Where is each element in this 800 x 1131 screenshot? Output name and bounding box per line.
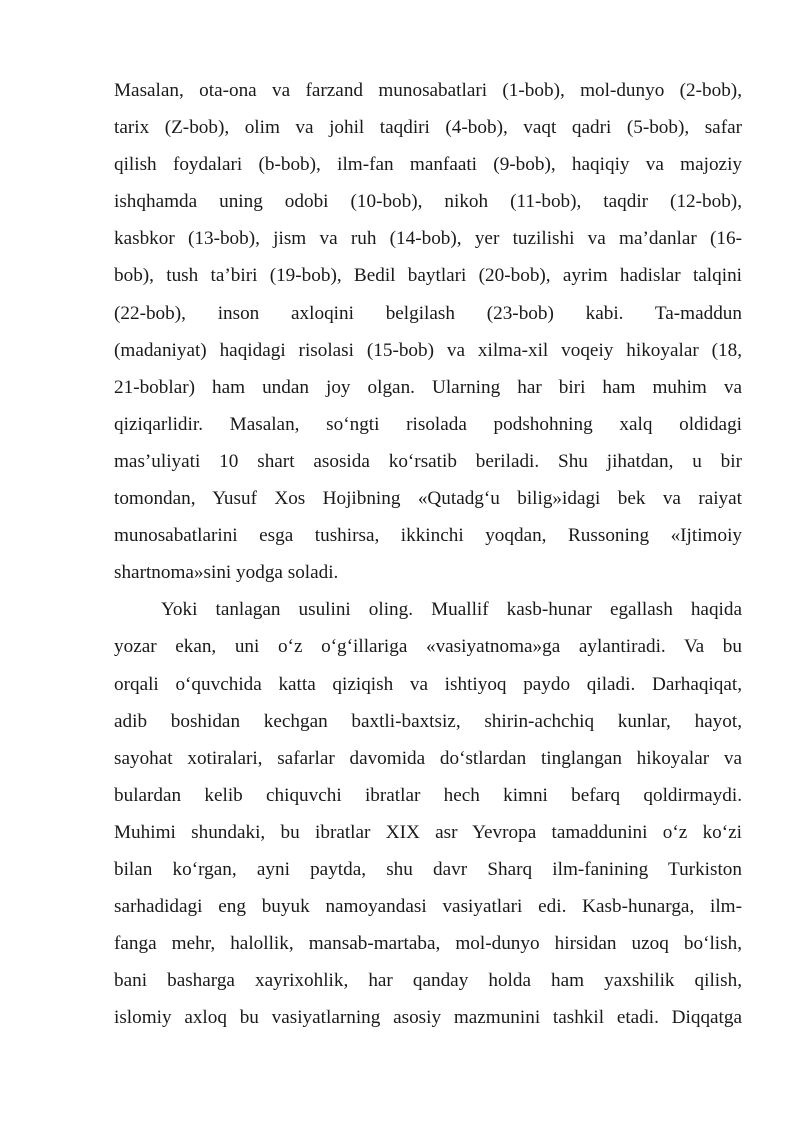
text-line: sarhadidagi eng buyuk namoyandasi vasiyatlari edi. Kasb-hunarga, ilm- (114, 896, 742, 918)
text-line: islomiy axloq bu vasiyatlarning asosiy mazmunini tashkil etadi. Diqqatga (114, 1007, 742, 1029)
text-line: qilish foydalari (b-bob), ilm-fan manfaati (9-bob), haqiqiy va majoziy (114, 154, 742, 176)
text-line: Yoki tanlagan usulini oling. Muallif kasb-hunar egallash haqida (161, 599, 742, 621)
text-line: tomondan, Yusuf Xos Hojibning «Qutadg‘u bilig»idagi bek va raiyat (114, 488, 742, 510)
text-line: mas’uliyati 10 shart asosida ko‘rsatib beriladi. Shu jihatdan, u bir (114, 450, 742, 472)
text-line: Muhimi shundaki, bu ibratlar XIX asr Yevropa tamaddunini o‘z ko‘zi (114, 821, 742, 843)
text-line: bob), tush ta’biri (19-bob), Bedil baytlari (20-bob), ayrim hadislar talqini (114, 265, 742, 287)
text-line: sayohat xotiralari, safarlar davomida do‘stlardan tinglangan hikoyalar va (114, 747, 742, 769)
text-line: (madaniyat) haqidagi risolasi (15-bob) va xilma-xil voqeiy hikoyalar (18, (114, 339, 742, 361)
text-line: 21-boblar) ham undan joy olgan. Ularning har biri ham muhim va (114, 376, 742, 398)
paragraph-2 (114, 594, 742, 1039)
text-line: shartnoma»sini yodga soladi. (114, 562, 339, 584)
text-line: qiziqarlidir. Masalan, so‘ngti risolada podshohning xalq oldidagi (114, 413, 742, 435)
text-line: ishqhamda uning odobi (10-bob), nikoh (11-bob), taqdir (12-bob), (114, 191, 742, 213)
text-line: orqali o‘quvchida katta qiziqish va ishtiyoq paydo qiladi. Darhaqiqat, (114, 673, 742, 695)
text-line: bilan ko‘rgan, ayni paytda, shu davr Sharq ilm-fanining Turkiston (114, 858, 742, 880)
text-line: tarix (Z-bob), olim va johil taqdiri (4-bob), vaqt qadri (5-bob), safar (114, 117, 742, 139)
paragraph-1 (114, 75, 742, 594)
text-line: kasbkor (13-bob), jism va ruh (14-bob), yer tuzilishi va ma’danlar (16- (114, 228, 742, 250)
text-line: bulardan kelib chiquvchi ibratlar hech kimni befarq qoldirmaydi. (114, 784, 742, 806)
document-page (114, 75, 742, 1039)
text-line: munosabatlarini esga tushirsa, ikkinchi yoqdan, Russoning «Ijtimoiy (114, 525, 742, 547)
text-line: adib boshidan kechgan baxtli-baxtsiz, shirin-achchiq kunlar, hayot, (114, 710, 742, 732)
text-line: bani basharga xayrixohlik, har qanday holda ham yaxshilik qilish, (114, 970, 742, 992)
text-line: yozar ekan, uni o‘z o‘g‘illariga «vasiyatnoma»ga aylantiradi. Va bu (114, 636, 742, 658)
text-line: Masalan, ota-ona va farzand munosabatlari (1-bob), mol-dunyo (2-bob), (114, 80, 742, 101)
text-line: (22-bob), inson axloqini belgilash (23-bob) kabi. Ta-maddun (114, 302, 742, 324)
text-line: fanga mehr, halollik, mansab-martaba, mol-dunyo hirsidan uzoq bo‘lish, (114, 933, 742, 955)
